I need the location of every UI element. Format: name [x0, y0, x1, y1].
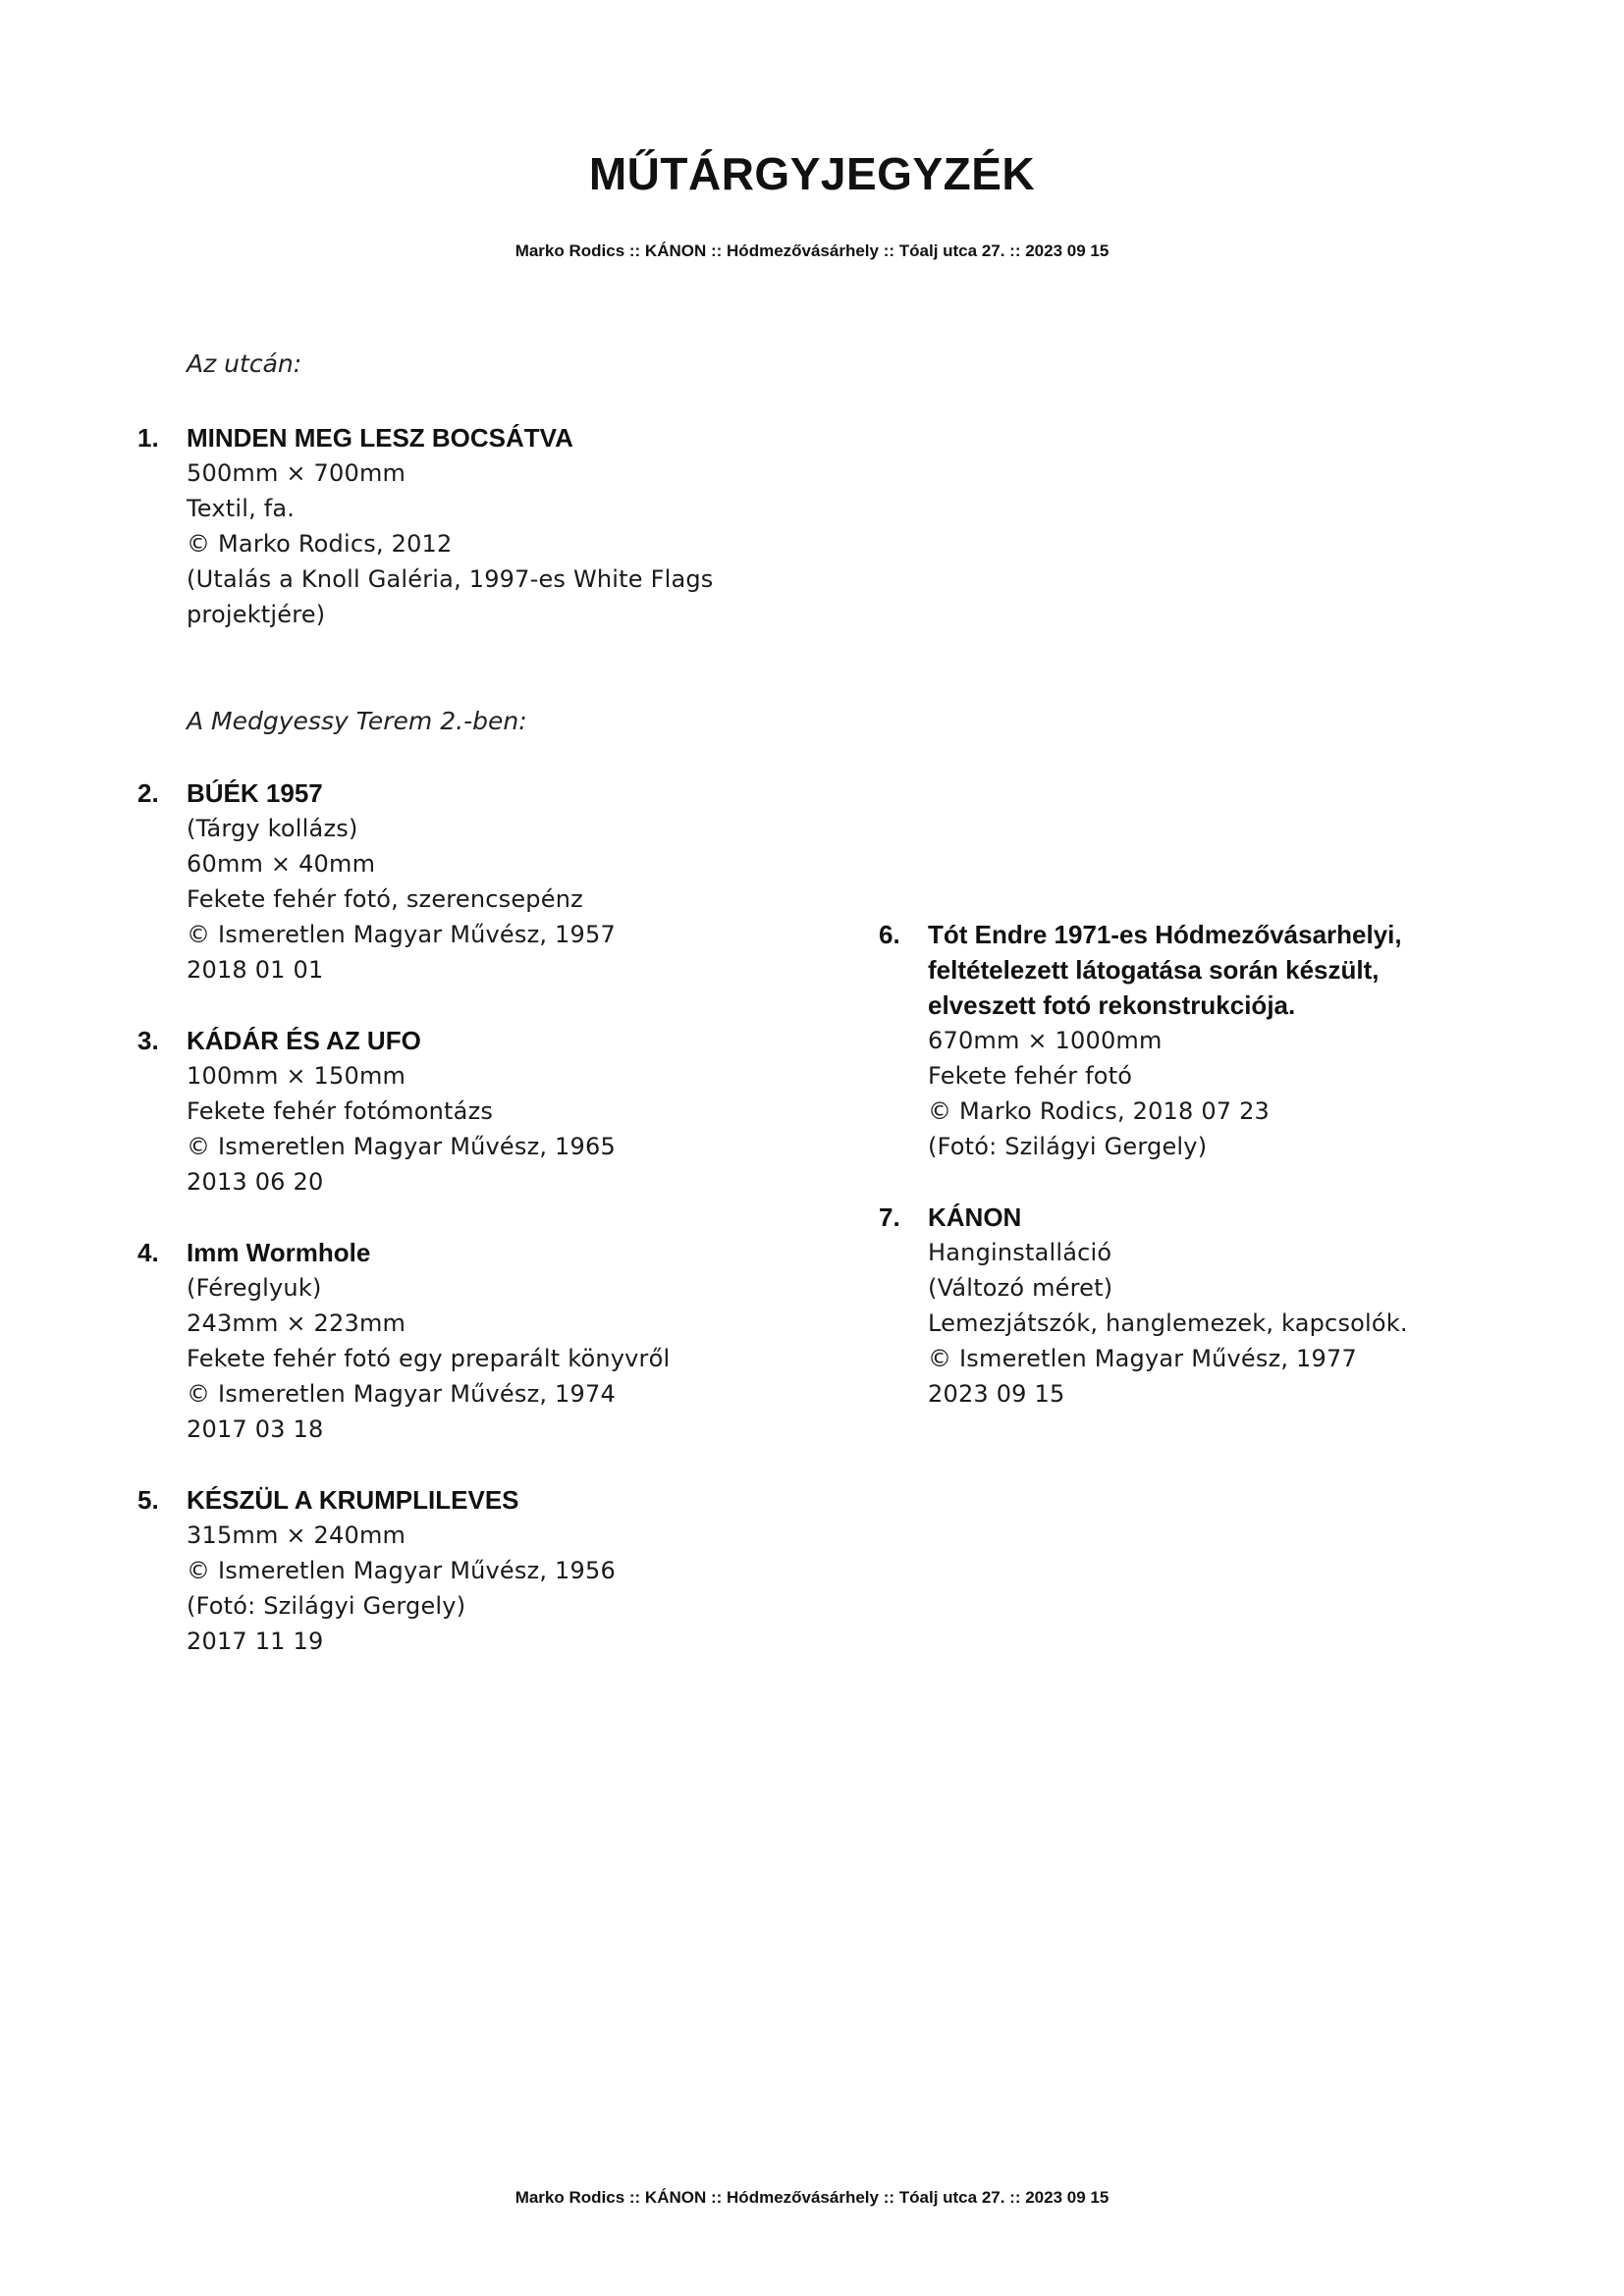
item-detail: © Marko Rodics, 2018 07 23	[928, 1097, 1271, 1125]
item-detail: projektjére)	[187, 601, 326, 628]
item-detail: 243mm × 223mm	[187, 1309, 406, 1337]
item-number: 1.	[137, 423, 159, 453]
item-detail: © Ismeretlen Magyar Művész, 1957	[187, 921, 616, 948]
item-detail: (Fotó: Szilágyi Gergely)	[187, 1592, 466, 1620]
item-detail: 2013 06 20	[187, 1168, 324, 1196]
item-detail: 2017 11 19	[187, 1628, 324, 1655]
item-title: Imm Wormhole	[187, 1238, 371, 1267]
catalog-item	[137, 420, 736, 632]
item-detail: Lemezjátszók, hanglemezek, kapcsolók.	[928, 1309, 1408, 1337]
item-title: feltételezett látogatása során készült,	[928, 955, 1380, 985]
item-detail: 670mm × 1000mm	[928, 1027, 1163, 1054]
item-detail: © Ismeretlen Magyar Művész, 1965	[187, 1133, 616, 1160]
item-detail: Fekete fehér fotó, szerencsepénz	[187, 885, 583, 913]
item-detail: © Ismeretlen Magyar Művész, 1974	[187, 1380, 616, 1408]
item-title: BÚÉK 1957	[187, 778, 323, 808]
item-detail: © Ismeretlen Magyar Művész, 1956	[187, 1557, 616, 1584]
item-detail: 2017 03 18	[187, 1415, 324, 1443]
item-title: KÁDÁR ÉS AZ UFO	[187, 1026, 421, 1055]
item-detail: (Utalás a Knoll Galéria, 1997-es White Flags	[187, 565, 714, 593]
item-detail: Fekete fehér fotómontázs	[187, 1097, 494, 1125]
item-title: Tót Endre 1971-es Hódmezővásarhelyi,	[928, 920, 1402, 949]
catalog-item	[137, 1023, 736, 1200]
catalog-item	[137, 775, 736, 988]
footer-line: Marko Rodics :: KÁNON :: Hódmezővásárhely :: Tóalj utca 27. :: 2023 09 15	[514, 2188, 1110, 2207]
item-detail: 2023 09 15	[928, 1380, 1065, 1408]
item-detail: (Tárgy kollázs)	[187, 815, 358, 842]
item-title: elveszett fotó rekonstrukciója.	[928, 990, 1296, 1020]
item-detail: 315mm × 240mm	[187, 1522, 406, 1549]
item-detail: 100mm × 150mm	[187, 1062, 406, 1090]
section-label-street: Az utcán:	[187, 349, 302, 378]
item-detail: (Féreglyuk)	[187, 1274, 322, 1302]
item-detail: Fekete fehér fotó egy preparált könyvről	[187, 1345, 671, 1372]
item-detail: © Marko Rodics, 2012	[187, 530, 453, 558]
item-title: KÁNON	[928, 1202, 1022, 1232]
item-number: 6.	[879, 920, 900, 949]
item-detail: Textil, fa.	[187, 495, 296, 522]
item-number: 5.	[137, 1485, 159, 1515]
item-number: 4.	[137, 1238, 159, 1267]
catalog-item	[879, 917, 1478, 1164]
item-detail: © Ismeretlen Magyar Művész, 1977	[928, 1345, 1357, 1372]
catalog-item	[879, 1200, 1478, 1412]
header-line: Marko Rodics :: KÁNON :: Hódmezővásárhely :: Tóalj utca 27. :: 2023 09 15	[514, 241, 1110, 260]
item-detail: 500mm × 700mm	[187, 459, 406, 487]
catalog-item	[137, 1482, 736, 1659]
item-number: 3.	[137, 1026, 159, 1055]
item-detail: (Fotó: Szilágyi Gergely)	[928, 1133, 1208, 1160]
item-title: MINDEN MEG LESZ BOCSÁTVA	[187, 423, 573, 453]
item-number: 2.	[137, 778, 159, 808]
section-label-room: A Medgyessy Terem 2.-ben:	[187, 707, 527, 735]
item-detail: Hanginstalláció	[928, 1239, 1112, 1266]
item-detail: 2018 01 01	[187, 956, 324, 984]
item-title: KÉSZÜL A KRUMPLILEVES	[187, 1485, 519, 1515]
catalog-item	[137, 1235, 736, 1447]
item-number: 7.	[879, 1202, 900, 1232]
page-title: MŰTÁRGYJEGYZÉK	[588, 148, 1036, 199]
item-detail: 60mm × 40mm	[187, 850, 376, 878]
item-detail: (Változó méret)	[928, 1274, 1113, 1302]
item-detail: Fekete fehér fotó	[928, 1062, 1133, 1090]
